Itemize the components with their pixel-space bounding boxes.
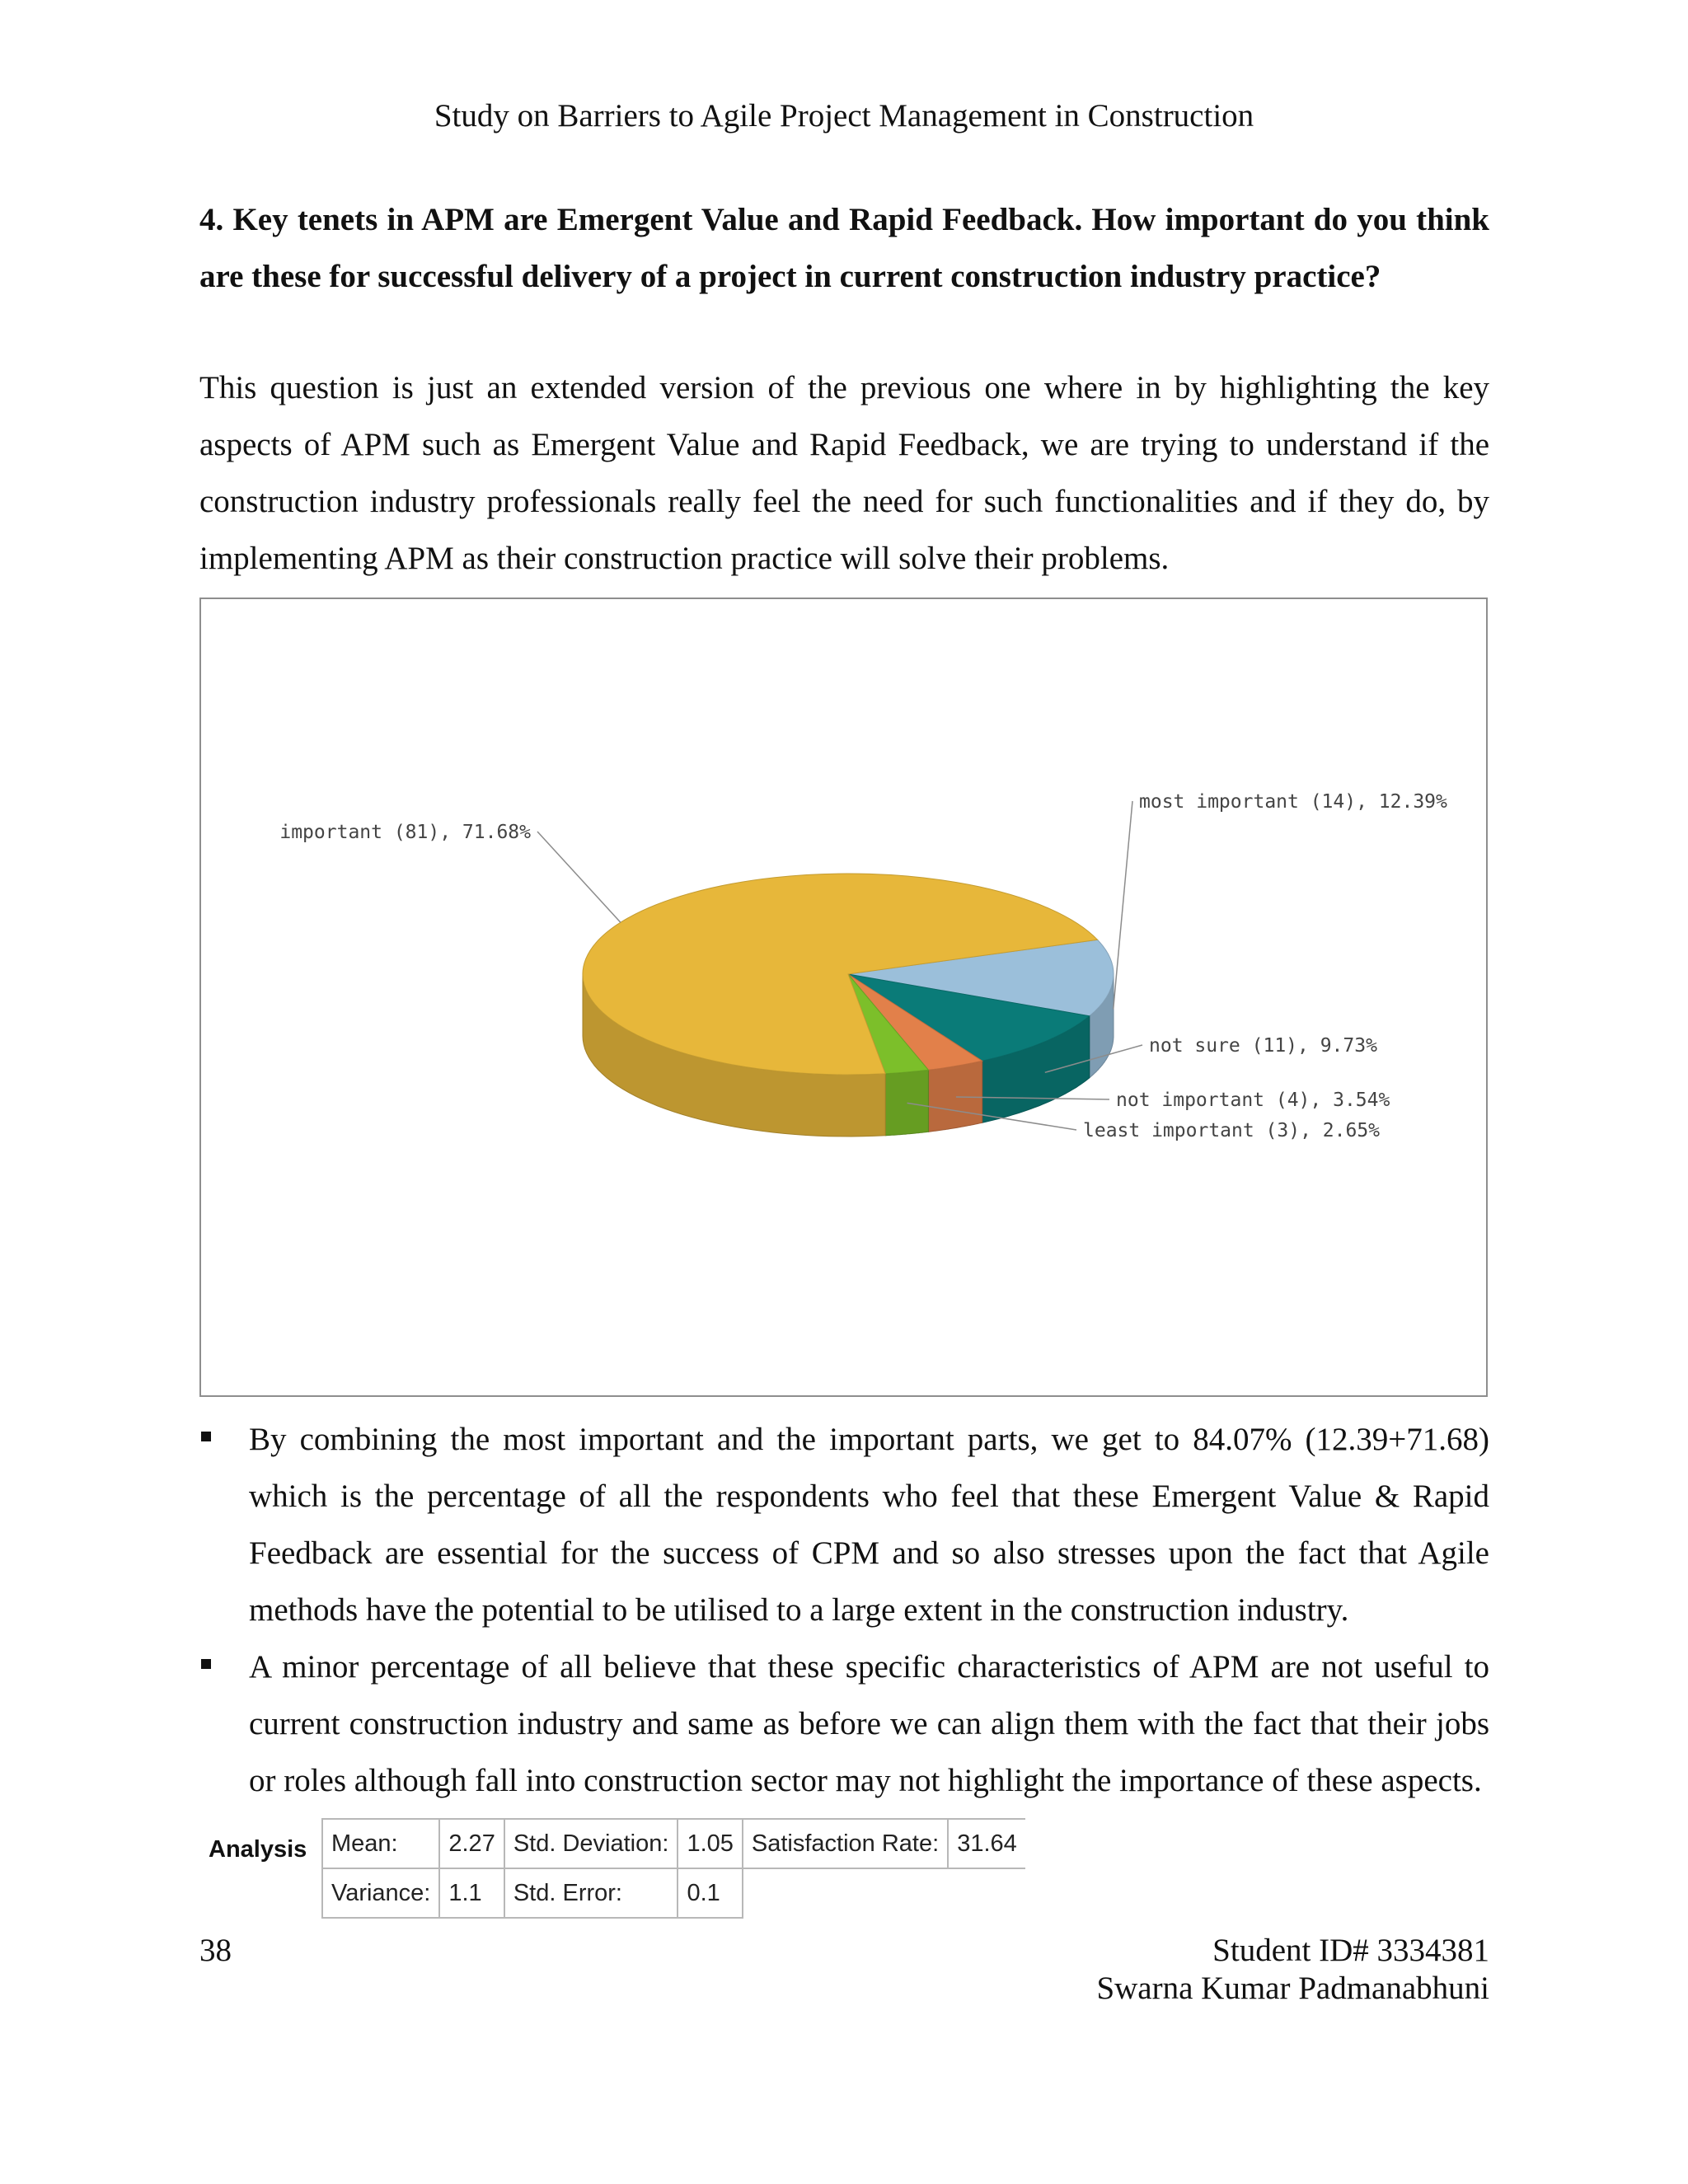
square-bullet-icon [201, 1432, 211, 1441]
std-deviation-value: 1.05 [678, 1819, 742, 1868]
slice-label-important: important (81), 71.68% [279, 822, 531, 843]
bullet-item [199, 1638, 1489, 1809]
slice-label-not-sure: not sure (11), 9.73% [1149, 1035, 1377, 1057]
author-name: Swarna Kumar Padmanabhuni [1096, 1971, 1489, 2006]
footer-credits [1096, 1932, 1489, 2008]
pie-chart [201, 599, 1489, 1399]
std-error-label: Std. Error: [504, 1868, 678, 1918]
student-id: Student ID# 3334381 [1212, 1933, 1489, 1968]
bullet-text: A minor percentage of all believe that these specific characteristics of APM are not useful to current construction industry and same as before we can align them with the fact that their jobs or roles although fall into construction sector may not highlight the importance of these aspects. [249, 1649, 1489, 1798]
satisfaction-rate-value: 31.64 [948, 1819, 1025, 1868]
empty-cell [948, 1868, 1025, 1918]
table-row [322, 1819, 1025, 1868]
empty-cell [743, 1868, 948, 1918]
bullet-list [199, 1411, 1489, 1809]
pie-side-not-important [928, 1061, 982, 1132]
std-error-value: 0.1 [678, 1868, 742, 1918]
question-heading: 4. Key tenets in APM are Emergent Value and Rapid Feedback. How important do you think are these for successful delivery of a project in current construction industry practice? [199, 202, 1489, 294]
square-bullet-icon [201, 1659, 211, 1669]
slice-label-most-important: most important (14), 12.39% [1139, 791, 1447, 813]
page-number: 38 [199, 1933, 232, 1968]
mean-label: Mean: [322, 1819, 439, 1868]
table-row [322, 1868, 1025, 1918]
slice-label-not-important: not important (4), 3.54% [1116, 1090, 1390, 1111]
leader-line [537, 832, 621, 922]
analysis-table [321, 1818, 1025, 1919]
bullet-item [199, 1411, 1489, 1638]
variance-label: Variance: [322, 1868, 439, 1918]
satisfaction-rate-label: Satisfaction Rate: [743, 1819, 948, 1868]
mean-value: 2.27 [439, 1819, 504, 1868]
variance-value: 1.1 [439, 1868, 504, 1918]
intro-paragraph: This question is just an extended version of the previous one where in by highlighting the key aspects of APM such as Emergent Value and Rapid Feedback, we are trying to understand if the construction industry professionals really feel the need for such functionalities and if they do, by implementing APM as their construction practice will solve their problems. [199, 370, 1489, 576]
pie-side-least-important [885, 1070, 928, 1136]
pie-chart-frame [199, 598, 1488, 1397]
std-deviation-label: Std. Deviation: [504, 1819, 678, 1868]
bullet-text: By combining the most important and the important parts, we get to 84.07% (12.39+71.68) which is the percentage of all the respondents who feel that these Emergent Value & Rapid Feedback are essential for the success of CPM and so also stresses upon the fact that Agile methods have the potential to be utilised to a large extent in the construction industry. [249, 1422, 1489, 1628]
running-header: Study on Barriers to Agile Project Management in Construction [434, 98, 1254, 134]
slice-label-least-important: least important (3), 2.65% [1083, 1120, 1381, 1141]
leader-line [1114, 801, 1132, 1009]
analysis-label: Analysis [209, 1836, 307, 1863]
